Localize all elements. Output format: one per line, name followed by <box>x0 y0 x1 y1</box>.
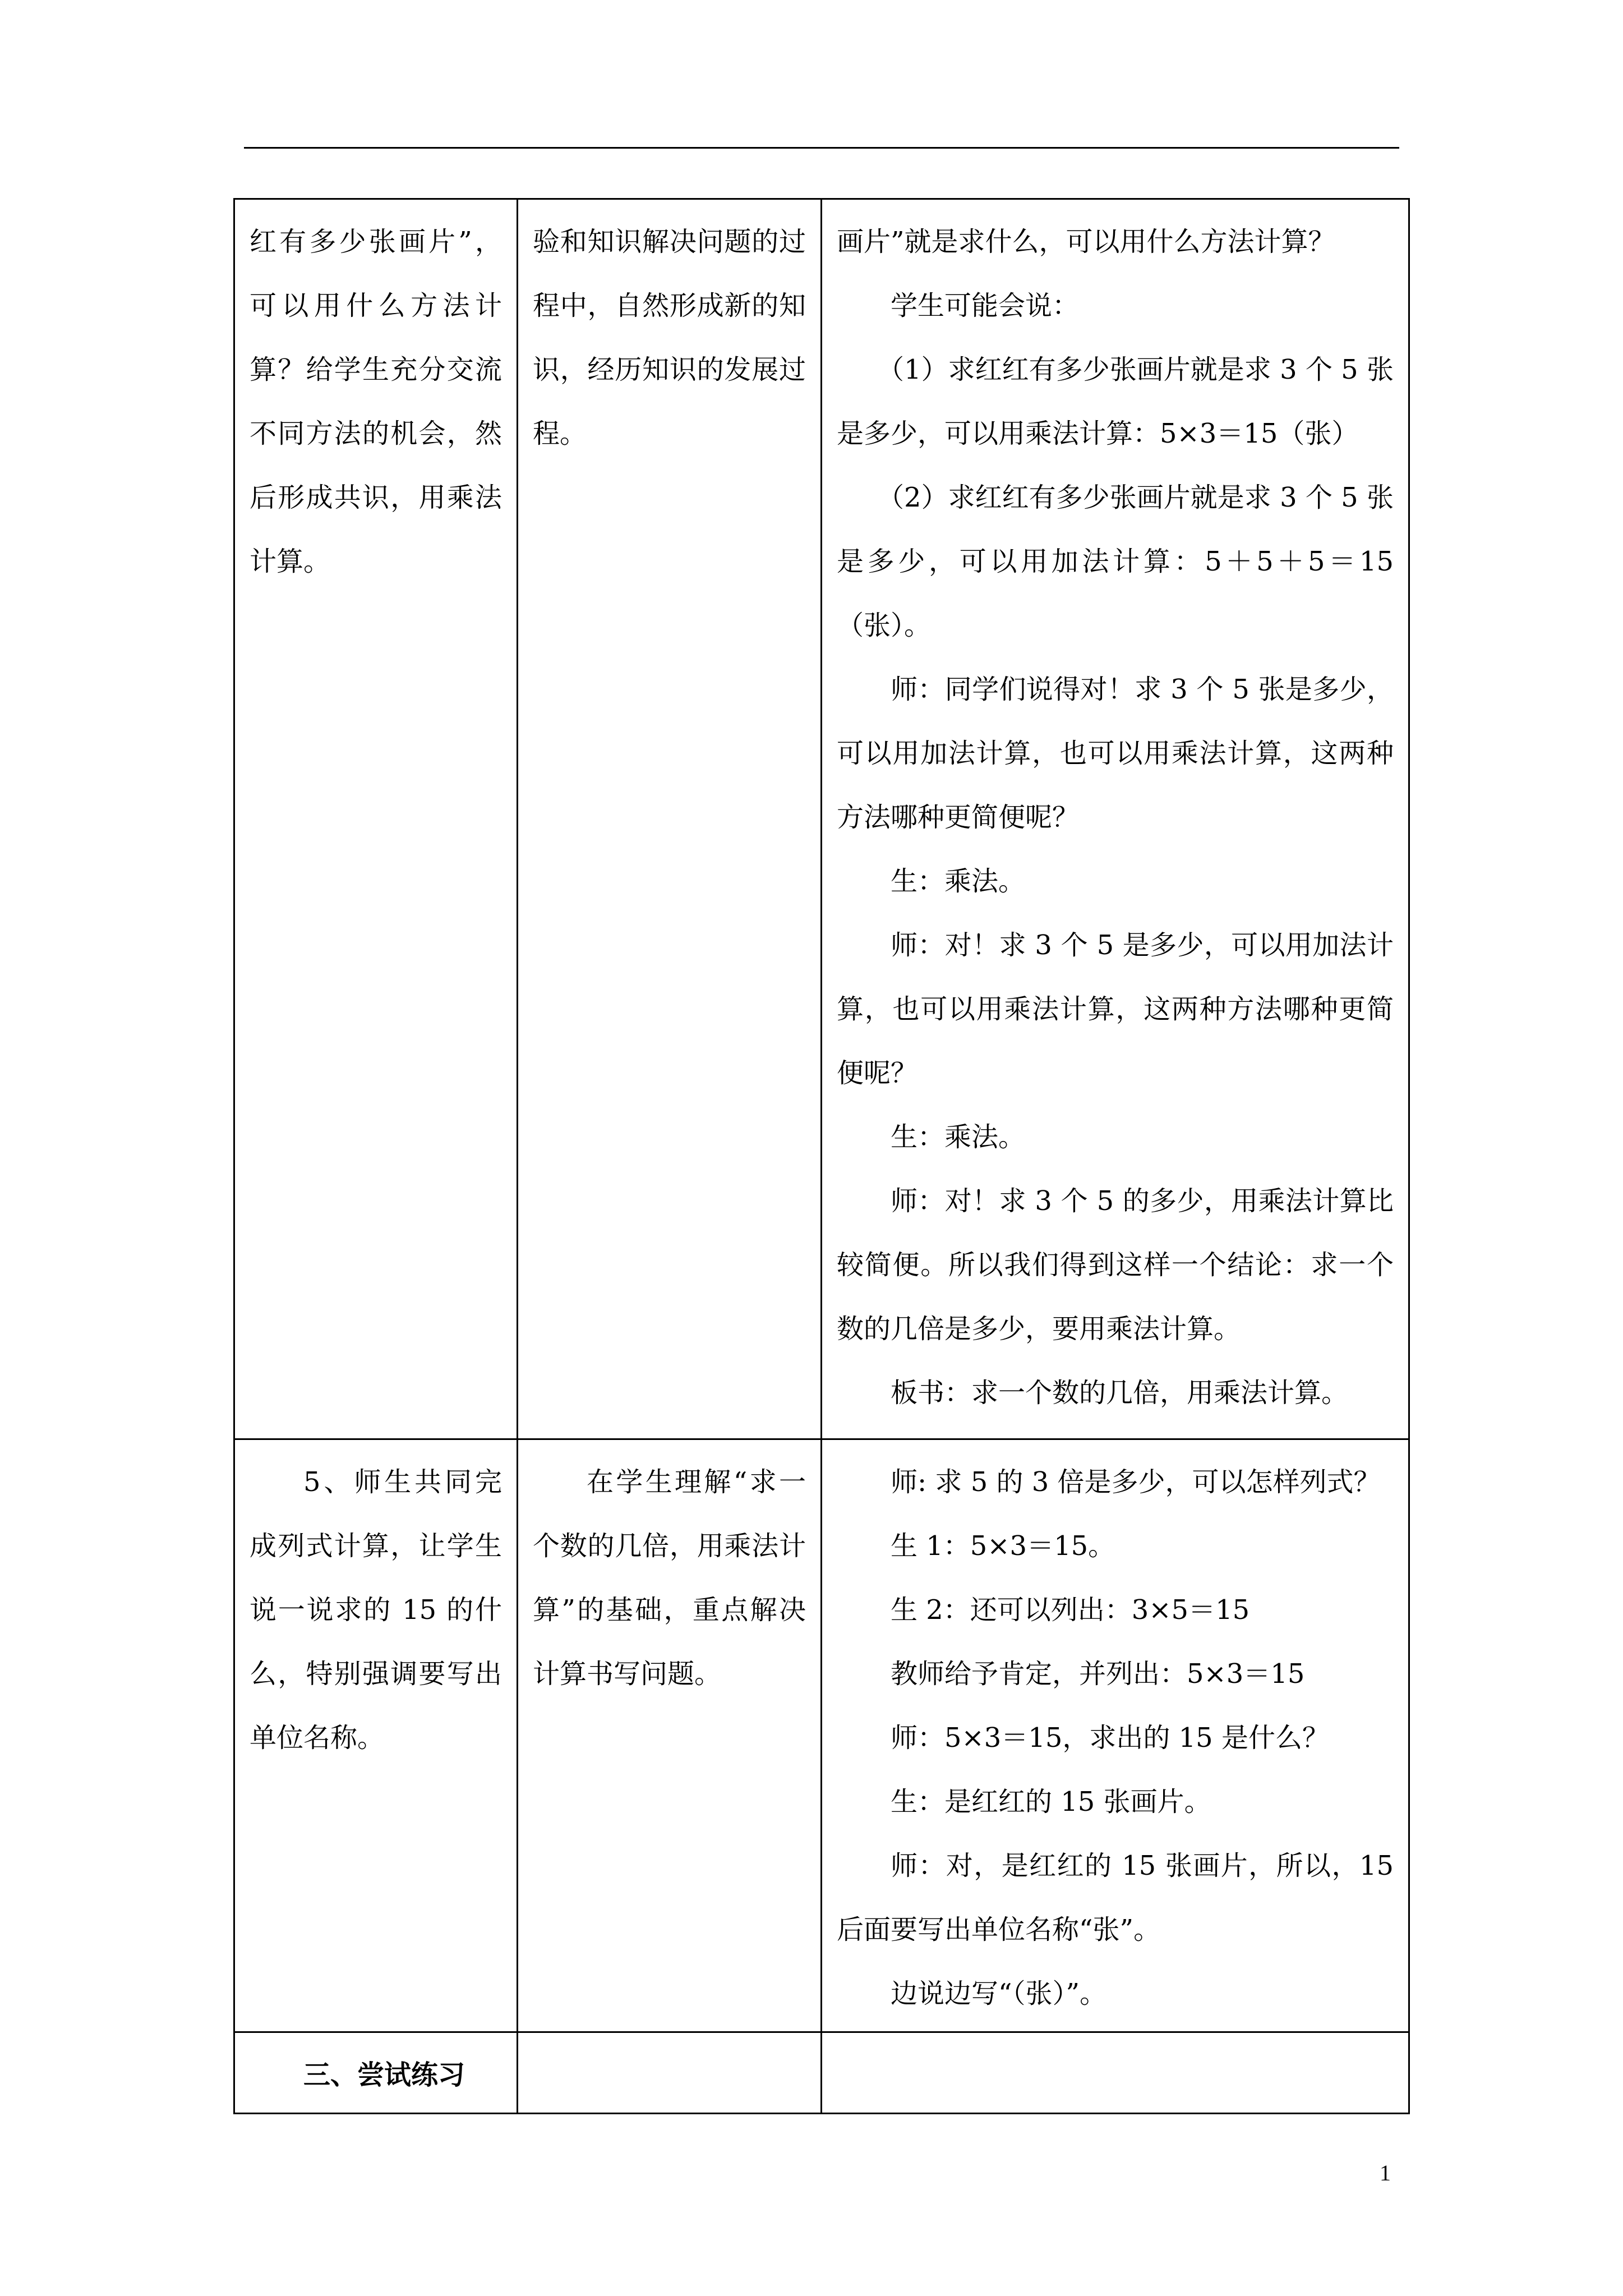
intent-text: 在学生理解“求一个数的几倍，用乘法计算”的基础，重点解决计算书写问题。 <box>533 1466 806 1690</box>
activity-text: 5、师生共同完成列式计算，让学生说一说求的 15 的什么，特别强调要写出单位名称。 <box>250 1466 502 1754</box>
process-line: （1）求红红有多少张画片就是求 3 个 5 张是多少，可以用乘法计算：5×3＝15（张） <box>837 354 1394 449</box>
table-row <box>234 1439 1409 2032</box>
process-line: 师：对！求 3 个 5 是多少，可以用加法计算，也可以用乘法计算，这两种方法哪种更简便呢？ <box>837 930 1394 1089</box>
intent-cell <box>518 1439 822 2032</box>
process-line: 教师给予肯定，并列出：5×3＝15 <box>891 1658 1305 1690</box>
table-row <box>234 199 1409 1439</box>
process-line: 师: 求 5 的 3 倍是多少，可以怎样列式？ <box>891 1466 1381 1498</box>
process-line: 生：乘法。 <box>891 866 1026 897</box>
process-line: 学生可能会说： <box>891 290 1080 321</box>
process-cell <box>822 2032 1409 2114</box>
process-cell <box>822 199 1409 1439</box>
process-line: 生：乘法。 <box>891 1121 1026 1153</box>
process-line: 生 1：5×3＝15。 <box>891 1530 1115 1562</box>
process-line: 生 2：还可以列出：3×5＝15 <box>891 1594 1250 1626</box>
page-number: 1 <box>1380 2160 1391 2185</box>
intent-cell <box>518 2032 822 2114</box>
header-rule <box>244 147 1399 149</box>
process-line: 师：对！求 3 个 5 的多少，用乘法计算比较简便。所以我们得到这样一个结论：求一个数的几倍是多少，要用乘法计算。 <box>837 1185 1394 1345</box>
process-line: （2）求红红有多少张画片就是求 3 个 5 张是多少，可以用加法计算：5＋5＋5＝15（张）。 <box>837 482 1394 641</box>
section-heading: 三、尝试练习 <box>303 2059 465 2091</box>
process-line: 生：是红红的 15 张画片。 <box>891 1786 1211 1818</box>
process-line: 师：对，是红红的 15 张画片，所以，15 后面要写出单位名称“张”。 <box>837 1850 1394 1945</box>
section-heading-cell <box>234 2032 518 2114</box>
process-line: 板书：求一个数的几倍，用乘法计算。 <box>891 1377 1349 1409</box>
process-line: 师：5×3＝15，求出的 15 是什么？ <box>891 1722 1329 1754</box>
activity-cell <box>234 1439 518 2032</box>
activity-text: 红有多少张画片”，可以用什么方法计算？给学生充分交流不同方法的机会，然后形成共识，用乘法计算。 <box>250 226 502 577</box>
process-line: 师：同学们说得对！求 3 个 5 张是多少，可以用加法计算，也可以用乘法计算，这两种方法哪种更简便呢？ <box>837 674 1394 833</box>
intent-text: 验和知识解决问题的过程中，自然形成新的知识，经历知识的发展过程。 <box>533 226 806 449</box>
activity-cell <box>234 199 518 1439</box>
table-row <box>234 2032 1409 2114</box>
lesson-table <box>233 198 1410 2114</box>
process-line: 画片”就是求什么，可以用什么方法计算？ <box>837 226 1335 257</box>
intent-cell <box>518 199 822 1439</box>
process-cell <box>822 1439 1409 2032</box>
process-line: 边说边写“（张）”。 <box>891 1978 1107 2009</box>
